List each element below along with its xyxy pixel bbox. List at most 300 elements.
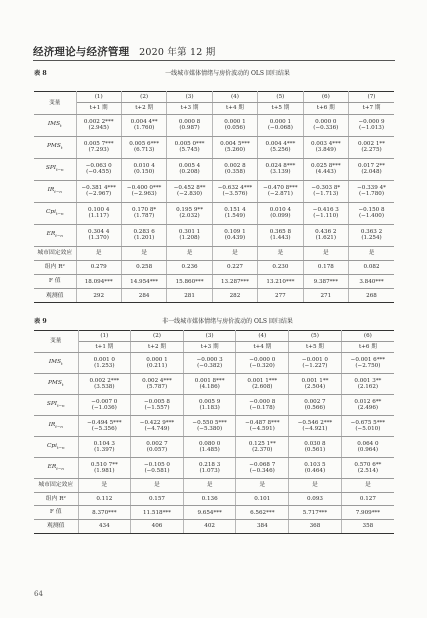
coefficient-value: −0.422 9*** bbox=[139, 419, 175, 426]
t-statistic: (3.849) bbox=[315, 147, 337, 154]
column-period: t+1 期 bbox=[78, 341, 131, 352]
column-number: (7) bbox=[349, 92, 394, 103]
footer-value: 3.840*** bbox=[349, 275, 394, 289]
variable-subscript: t−n bbox=[55, 424, 63, 430]
variable-subscript: t−n bbox=[56, 167, 64, 173]
footer-label: 观测值 bbox=[34, 289, 76, 303]
t-statistic: (2.608) bbox=[252, 383, 273, 390]
coefficient-value: −0.400 0*** bbox=[126, 184, 162, 191]
coefficient-cell bbox=[349, 180, 394, 202]
footer-value: 0.279 bbox=[76, 260, 121, 274]
coefficient-cell bbox=[183, 352, 236, 373]
coefficient-cell bbox=[303, 202, 348, 224]
t-statistic: (−1.400) bbox=[358, 213, 385, 220]
column-number: (5) bbox=[258, 92, 303, 103]
coefficient-value: 0.001 0 bbox=[93, 356, 115, 363]
t-statistic: (5.745) bbox=[179, 147, 200, 154]
coefficient-value: −0.675 5*** bbox=[350, 419, 386, 426]
t-statistic: (2.504) bbox=[304, 383, 326, 390]
t-statistic: (0.358) bbox=[224, 169, 246, 176]
coefficient-value: 0.005 0*** bbox=[174, 140, 205, 147]
t-statistic: (2.162) bbox=[357, 383, 379, 390]
t-statistic: (−1.110) bbox=[313, 213, 339, 220]
header-rule bbox=[33, 60, 395, 61]
footer-value: 是 bbox=[167, 246, 212, 260]
column-period: t+6 期 bbox=[341, 341, 394, 352]
footer-value: 0.157 bbox=[131, 492, 184, 506]
footer-value: 6.562*** bbox=[236, 506, 289, 520]
variable-label bbox=[34, 202, 76, 224]
t-statistic: (2.275) bbox=[361, 147, 382, 154]
variable-name: SPI bbox=[46, 401, 58, 408]
footer-value: 5.717*** bbox=[289, 506, 342, 520]
t-statistic: (0.439) bbox=[224, 235, 246, 242]
t-statistic: (4.443) bbox=[315, 169, 337, 176]
coefficient-value: 0.301 1 bbox=[178, 228, 201, 235]
coefficient-cell bbox=[167, 114, 212, 136]
coefficient-cell bbox=[76, 224, 121, 246]
t-statistic: (1.549) bbox=[224, 213, 246, 220]
variable-subscript: t bbox=[61, 361, 63, 367]
coefficient-value: 0.030 8 bbox=[304, 440, 326, 447]
coefficient-value: −0.000 9 bbox=[358, 118, 385, 125]
column-period: t+2 期 bbox=[121, 103, 166, 114]
variable-label bbox=[34, 114, 76, 136]
t-statistic: (2.370) bbox=[252, 447, 273, 454]
coefficient-value: 0.283 6 bbox=[133, 228, 155, 235]
variable-subscript: t−n bbox=[55, 211, 64, 217]
page-number: 64 bbox=[34, 590, 43, 598]
t-statistic: (1.760) bbox=[133, 125, 155, 132]
footer-value: 0.227 bbox=[212, 260, 257, 274]
t-statistic: (−2.967) bbox=[86, 191, 112, 198]
t-statistic: (−5.010) bbox=[355, 426, 381, 433]
t-statistic: (5.260) bbox=[224, 147, 246, 154]
t-statistic: (−5.356) bbox=[91, 426, 117, 433]
t-statistic: (−1.780) bbox=[358, 191, 385, 198]
footer-value: 0.127 bbox=[341, 492, 394, 506]
coefficient-value: 0.195 9** bbox=[176, 206, 204, 213]
table8-label: 表 8 bbox=[34, 70, 47, 77]
coefficient-value: 0.005 9 bbox=[198, 398, 221, 405]
variable-label bbox=[34, 415, 78, 436]
t-statistic: (−0.346) bbox=[249, 468, 275, 475]
t-statistic: (−4.591) bbox=[249, 426, 275, 433]
t-statistic: (1.485) bbox=[199, 447, 220, 454]
table-row bbox=[34, 202, 394, 224]
footer-label: 城市固定效应 bbox=[34, 479, 78, 493]
table-row bbox=[34, 520, 394, 534]
coefficient-value: 0.002 7 bbox=[146, 440, 168, 447]
coefficient-cell bbox=[121, 158, 166, 180]
t-statistic: (1.254) bbox=[361, 235, 382, 242]
coefficient-cell bbox=[236, 373, 289, 394]
footer-value: 9.387*** bbox=[303, 275, 348, 289]
table9 bbox=[34, 330, 394, 534]
table-row bbox=[34, 180, 394, 202]
coefficient-value: −0.494 5*** bbox=[87, 419, 122, 426]
table-row bbox=[34, 246, 394, 260]
t-statistic: (1.397) bbox=[94, 447, 115, 454]
coefficient-value: −0.416 3 bbox=[312, 206, 339, 213]
t-statistic: (5.256) bbox=[270, 147, 291, 154]
coefficient-cell bbox=[78, 373, 131, 394]
coefficient-value: −0.339 4* bbox=[357, 184, 386, 191]
coefficient-cell bbox=[349, 136, 394, 158]
variable-name: Cpi bbox=[45, 209, 56, 216]
coefficient-cell bbox=[236, 352, 289, 373]
t-statistic: (1.208) bbox=[179, 235, 200, 242]
footer-value: 277 bbox=[258, 289, 303, 303]
coefficient-cell bbox=[212, 114, 257, 136]
t-statistic: (0.464) bbox=[304, 468, 326, 475]
footer-value: 是 bbox=[121, 246, 166, 260]
coefficient-cell bbox=[78, 415, 131, 436]
coefficient-cell bbox=[236, 458, 289, 479]
footer-value: 是 bbox=[78, 479, 131, 493]
coefficient-value: 0.004 4** bbox=[130, 118, 158, 125]
footer-label: 观测值 bbox=[34, 520, 78, 534]
variable-subscript: t−n bbox=[54, 189, 62, 195]
coefficient-value: −0.550 5*** bbox=[192, 419, 227, 426]
coefficient-cell bbox=[167, 136, 212, 158]
column-number: (2) bbox=[131, 331, 184, 342]
table-row bbox=[34, 275, 394, 289]
coefficient-cell bbox=[121, 224, 166, 246]
coefficient-value: 0.103 5 bbox=[304, 461, 326, 468]
coefficient-cell bbox=[131, 415, 184, 436]
footer-value: 358 bbox=[341, 520, 394, 534]
coefficient-cell bbox=[131, 458, 184, 479]
t-statistic: (−1.013) bbox=[358, 125, 385, 132]
coefficient-value: −0.000 8 bbox=[249, 398, 276, 405]
coefficient-value: 0.002 2*** bbox=[83, 118, 114, 125]
coefficient-cell bbox=[78, 394, 131, 415]
coefficient-cell bbox=[341, 437, 394, 458]
t-statistic: (0.057) bbox=[146, 447, 168, 454]
coefficient-value: −0.487 8*** bbox=[245, 419, 280, 426]
variable-label bbox=[34, 373, 78, 394]
t-statistic: (0.099) bbox=[270, 213, 291, 220]
coefficient-cell bbox=[341, 458, 394, 479]
table-row bbox=[34, 136, 394, 158]
coefficient-cell bbox=[341, 415, 394, 436]
footer-value: 15.860*** bbox=[167, 275, 212, 289]
coefficient-cell bbox=[289, 394, 342, 415]
coefficient-value: 0.000 1 bbox=[269, 118, 292, 125]
coefficient-value: 0.025 8*** bbox=[310, 162, 341, 169]
t-statistic: (0.561) bbox=[304, 447, 326, 454]
coefficient-value: −0.470 8*** bbox=[263, 184, 298, 191]
coefficient-value: 0.000 1 bbox=[224, 118, 246, 125]
footer-value: 是 bbox=[349, 246, 394, 260]
coefficient-value: 0.010 4 bbox=[269, 206, 292, 213]
t-statistic: (−4.749) bbox=[144, 426, 170, 433]
t-statistic: (7.293) bbox=[88, 147, 109, 154]
coefficient-value: 0.000 0 bbox=[315, 118, 337, 125]
coefficient-value: −0.000 0 bbox=[249, 356, 276, 363]
coefficient-value: 0.003 4*** bbox=[310, 140, 341, 147]
t-statistic: (1.370) bbox=[88, 235, 109, 242]
coefficient-value: 0.218 3 bbox=[198, 461, 221, 468]
coefficient-cell bbox=[183, 373, 236, 394]
coefficient-value: −0.007 0 bbox=[91, 398, 118, 405]
coefficient-cell bbox=[303, 136, 348, 158]
table-row bbox=[34, 158, 394, 180]
t-statistic: (0.150) bbox=[133, 169, 155, 176]
coefficient-cell bbox=[167, 180, 212, 202]
t-statistic: (1.443) bbox=[270, 235, 291, 242]
coefficient-value: 0.510 7** bbox=[90, 461, 118, 468]
table-row bbox=[34, 394, 394, 415]
coefficient-cell bbox=[303, 158, 348, 180]
footer-value: 是 bbox=[76, 246, 121, 260]
t-statistic: (2.032) bbox=[179, 213, 200, 220]
column-number: (6) bbox=[303, 92, 348, 103]
table-row bbox=[34, 506, 394, 520]
variable-subscript: t bbox=[60, 123, 62, 129]
coefficient-value: −0.546 2*** bbox=[297, 419, 333, 426]
t-statistic: (−1.557) bbox=[144, 404, 170, 411]
footer-value: 406 bbox=[131, 520, 184, 534]
coefficient-value: 0.151 4 bbox=[224, 206, 246, 213]
coefficient-value: 0.570 6** bbox=[354, 461, 382, 468]
coefficient-value: −0.001 6*** bbox=[350, 356, 386, 363]
coefficient-value: 0.000 8 bbox=[178, 118, 201, 125]
column-number: (3) bbox=[183, 331, 236, 342]
footer-label: F 值 bbox=[34, 275, 76, 289]
coefficient-value: 0.024 8*** bbox=[265, 162, 296, 169]
t-statistic: (−2.830) bbox=[177, 191, 203, 198]
footer-value: 14.954*** bbox=[121, 275, 166, 289]
coefficient-cell bbox=[131, 394, 184, 415]
coefficient-cell bbox=[258, 136, 303, 158]
coefficient-value: −0.381 4*** bbox=[81, 184, 116, 191]
footer-value: 是 bbox=[341, 479, 394, 493]
footer-value: 0.258 bbox=[121, 260, 166, 274]
t-statistic: (−4.921) bbox=[302, 426, 328, 433]
coefficient-cell bbox=[289, 415, 342, 436]
coefficient-value: −0.000 3 bbox=[196, 356, 223, 363]
footer-value: 是 bbox=[289, 479, 342, 493]
coefficient-cell bbox=[212, 224, 257, 246]
table-row bbox=[34, 437, 394, 458]
table-row bbox=[34, 458, 394, 479]
coefficient-cell bbox=[183, 437, 236, 458]
coefficient-cell bbox=[349, 202, 394, 224]
variable-subscript: t−n bbox=[56, 445, 65, 451]
coefficient-cell bbox=[121, 136, 166, 158]
t-statistic: (1.621) bbox=[315, 235, 337, 242]
coefficient-value: 0.002 8 bbox=[224, 162, 246, 169]
footer-label: F 值 bbox=[34, 506, 78, 520]
t-statistic: (1.253) bbox=[94, 362, 115, 369]
footer-value: 13.210*** bbox=[258, 275, 303, 289]
coefficient-cell bbox=[258, 224, 303, 246]
coefficient-cell bbox=[76, 202, 121, 224]
footer-value: 是 bbox=[258, 246, 303, 260]
t-statistic: (−3.576) bbox=[222, 191, 248, 198]
coefficient-cell bbox=[349, 114, 394, 136]
t-statistic: (5.787) bbox=[146, 383, 168, 390]
variable-name: PMS bbox=[48, 380, 62, 387]
coefficient-cell bbox=[76, 136, 121, 158]
variable-label bbox=[34, 394, 78, 415]
column-period: t+5 期 bbox=[258, 103, 303, 114]
coefficient-cell bbox=[76, 158, 121, 180]
coefficient-value: −0.452 8** bbox=[173, 184, 206, 191]
issue-label: 2020 年第 12 期 bbox=[139, 47, 216, 58]
t-statistic: (−1.227) bbox=[302, 362, 328, 369]
coefficient-cell bbox=[78, 352, 131, 373]
t-statistic: (1.787) bbox=[133, 213, 155, 220]
footer-value: 0.112 bbox=[78, 492, 131, 506]
footer-value: 434 bbox=[78, 520, 131, 534]
table-row bbox=[34, 114, 394, 136]
footer-value: 284 bbox=[121, 289, 166, 303]
footer-value: 0.236 bbox=[167, 260, 212, 274]
footer-value: 0.082 bbox=[349, 260, 394, 274]
footer-value: 292 bbox=[76, 289, 121, 303]
t-statistic: (−0.320) bbox=[249, 362, 275, 369]
coefficient-value: 0.010 4 bbox=[133, 162, 155, 169]
t-statistic: (−2.750) bbox=[355, 362, 381, 369]
corner-header: 变量 bbox=[34, 92, 76, 115]
column-number: (3) bbox=[167, 92, 212, 103]
t-statistic: (−0.178) bbox=[249, 404, 275, 411]
column-period: t+5 期 bbox=[289, 341, 342, 352]
column-number: (4) bbox=[236, 331, 289, 342]
t-statistic: (−1.713) bbox=[313, 191, 339, 198]
coefficient-cell bbox=[183, 394, 236, 415]
column-period: t+2 期 bbox=[131, 341, 184, 352]
variable-label bbox=[34, 437, 78, 458]
footer-value: 368 bbox=[289, 520, 342, 534]
variable-subscript: t−n bbox=[56, 466, 64, 472]
footer-value: 9.654*** bbox=[183, 506, 236, 520]
variable-name: IMS bbox=[47, 121, 61, 128]
t-statistic: (1.117) bbox=[88, 213, 109, 220]
variable-name: PMS bbox=[47, 143, 61, 150]
coefficient-cell bbox=[212, 158, 257, 180]
coefficient-value: 0.004 5*** bbox=[220, 140, 250, 147]
coefficient-cell bbox=[258, 202, 303, 224]
table8-title: 一线城市媒体情绪与房价波动的 OLS 回归结果 bbox=[165, 70, 290, 77]
column-period: t+3 期 bbox=[183, 341, 236, 352]
t-statistic: (−2.963) bbox=[131, 191, 157, 198]
column-number: (1) bbox=[78, 331, 131, 342]
coefficient-value: 0.104 3 bbox=[93, 440, 115, 447]
footer-value: 0.093 bbox=[289, 492, 342, 506]
t-statistic: (2.048) bbox=[361, 169, 382, 176]
coefficient-value: 0.002 1** bbox=[358, 140, 385, 147]
column-period: t+4 期 bbox=[212, 103, 257, 114]
table-row bbox=[34, 352, 394, 373]
column-period: t+1 期 bbox=[76, 103, 121, 114]
t-statistic: (3.139) bbox=[270, 169, 291, 176]
t-statistic: (−2.871) bbox=[267, 191, 293, 198]
coefficient-cell bbox=[349, 158, 394, 180]
table9-label: 表 9 bbox=[34, 318, 47, 325]
footer-value: 是 bbox=[131, 479, 184, 493]
coefficient-cell bbox=[258, 158, 303, 180]
coefficient-value: 0.170 8* bbox=[132, 206, 157, 213]
coefficient-value: −0.068 7 bbox=[249, 461, 276, 468]
t-statistic: (0.566) bbox=[304, 404, 326, 411]
coefficient-value: 0.001 8*** bbox=[194, 377, 225, 384]
coefficient-value: −0.632 4*** bbox=[217, 184, 253, 191]
journal-name: 经济理论与经济管理 bbox=[33, 46, 130, 58]
t-statistic: (0.964) bbox=[357, 447, 379, 454]
coefficient-cell bbox=[78, 437, 131, 458]
variable-name: SPI bbox=[45, 165, 57, 172]
t-statistic: (−0.455) bbox=[86, 169, 112, 176]
coefficient-cell bbox=[121, 114, 166, 136]
coefficient-cell bbox=[349, 224, 394, 246]
t-statistic: (1.073) bbox=[199, 468, 220, 475]
t-statistic: (0.987) bbox=[179, 125, 200, 132]
t-statistic: (1.183) bbox=[199, 404, 220, 411]
coefficient-cell bbox=[341, 394, 394, 415]
footer-value: 268 bbox=[349, 289, 394, 303]
coefficient-value: 0.304 4 bbox=[88, 228, 110, 235]
coefficient-cell bbox=[341, 373, 394, 394]
table-row bbox=[34, 479, 394, 493]
coefficient-value: 0.017 2** bbox=[358, 162, 385, 169]
variable-label bbox=[34, 180, 76, 202]
coefficient-cell bbox=[76, 180, 121, 202]
coefficient-cell bbox=[289, 437, 342, 458]
column-period: t+3 期 bbox=[167, 103, 212, 114]
table-row bbox=[34, 492, 394, 506]
coefficient-value: −0.150 8 bbox=[358, 206, 385, 213]
t-statistic: (4.186) bbox=[199, 383, 220, 390]
t-statistic: (−5.380) bbox=[197, 426, 223, 433]
coefficient-value: 0.005 4 bbox=[178, 162, 201, 169]
variable-label bbox=[34, 352, 78, 373]
coefficient-cell bbox=[212, 136, 257, 158]
coefficient-value: 0.001 1*** bbox=[247, 377, 278, 384]
footer-value: 282 bbox=[212, 289, 257, 303]
footer-label: 组内 R² bbox=[34, 492, 78, 506]
t-statistic: (−0.581) bbox=[144, 468, 170, 475]
coefficient-cell bbox=[258, 114, 303, 136]
column-number: (1) bbox=[76, 92, 121, 103]
t-statistic: (2.514) bbox=[357, 468, 379, 475]
coefficient-cell bbox=[341, 352, 394, 373]
coefficient-cell bbox=[236, 437, 289, 458]
column-number: (4) bbox=[212, 92, 257, 103]
coefficient-cell bbox=[303, 224, 348, 246]
column-number: (6) bbox=[341, 331, 394, 342]
variable-name: IR bbox=[47, 187, 55, 194]
table8 bbox=[34, 91, 394, 303]
variable-name: Cpi bbox=[46, 443, 57, 450]
coefficient-cell bbox=[289, 458, 342, 479]
t-statistic: (−1.036) bbox=[91, 404, 117, 411]
coefficient-value: 0.100 4 bbox=[88, 206, 110, 213]
t-statistic: (−0.382) bbox=[197, 362, 223, 369]
footer-value: 13.287*** bbox=[212, 275, 257, 289]
variable-name: IMS bbox=[48, 358, 62, 365]
footer-value: 384 bbox=[236, 520, 289, 534]
column-period: t+6 期 bbox=[303, 103, 348, 114]
footer-label: 城市固定效应 bbox=[34, 246, 76, 260]
coefficient-cell bbox=[258, 180, 303, 202]
t-statistic: (0.211) bbox=[146, 362, 168, 369]
coefficient-cell bbox=[167, 224, 212, 246]
t-statistic: (2.945) bbox=[88, 125, 109, 132]
